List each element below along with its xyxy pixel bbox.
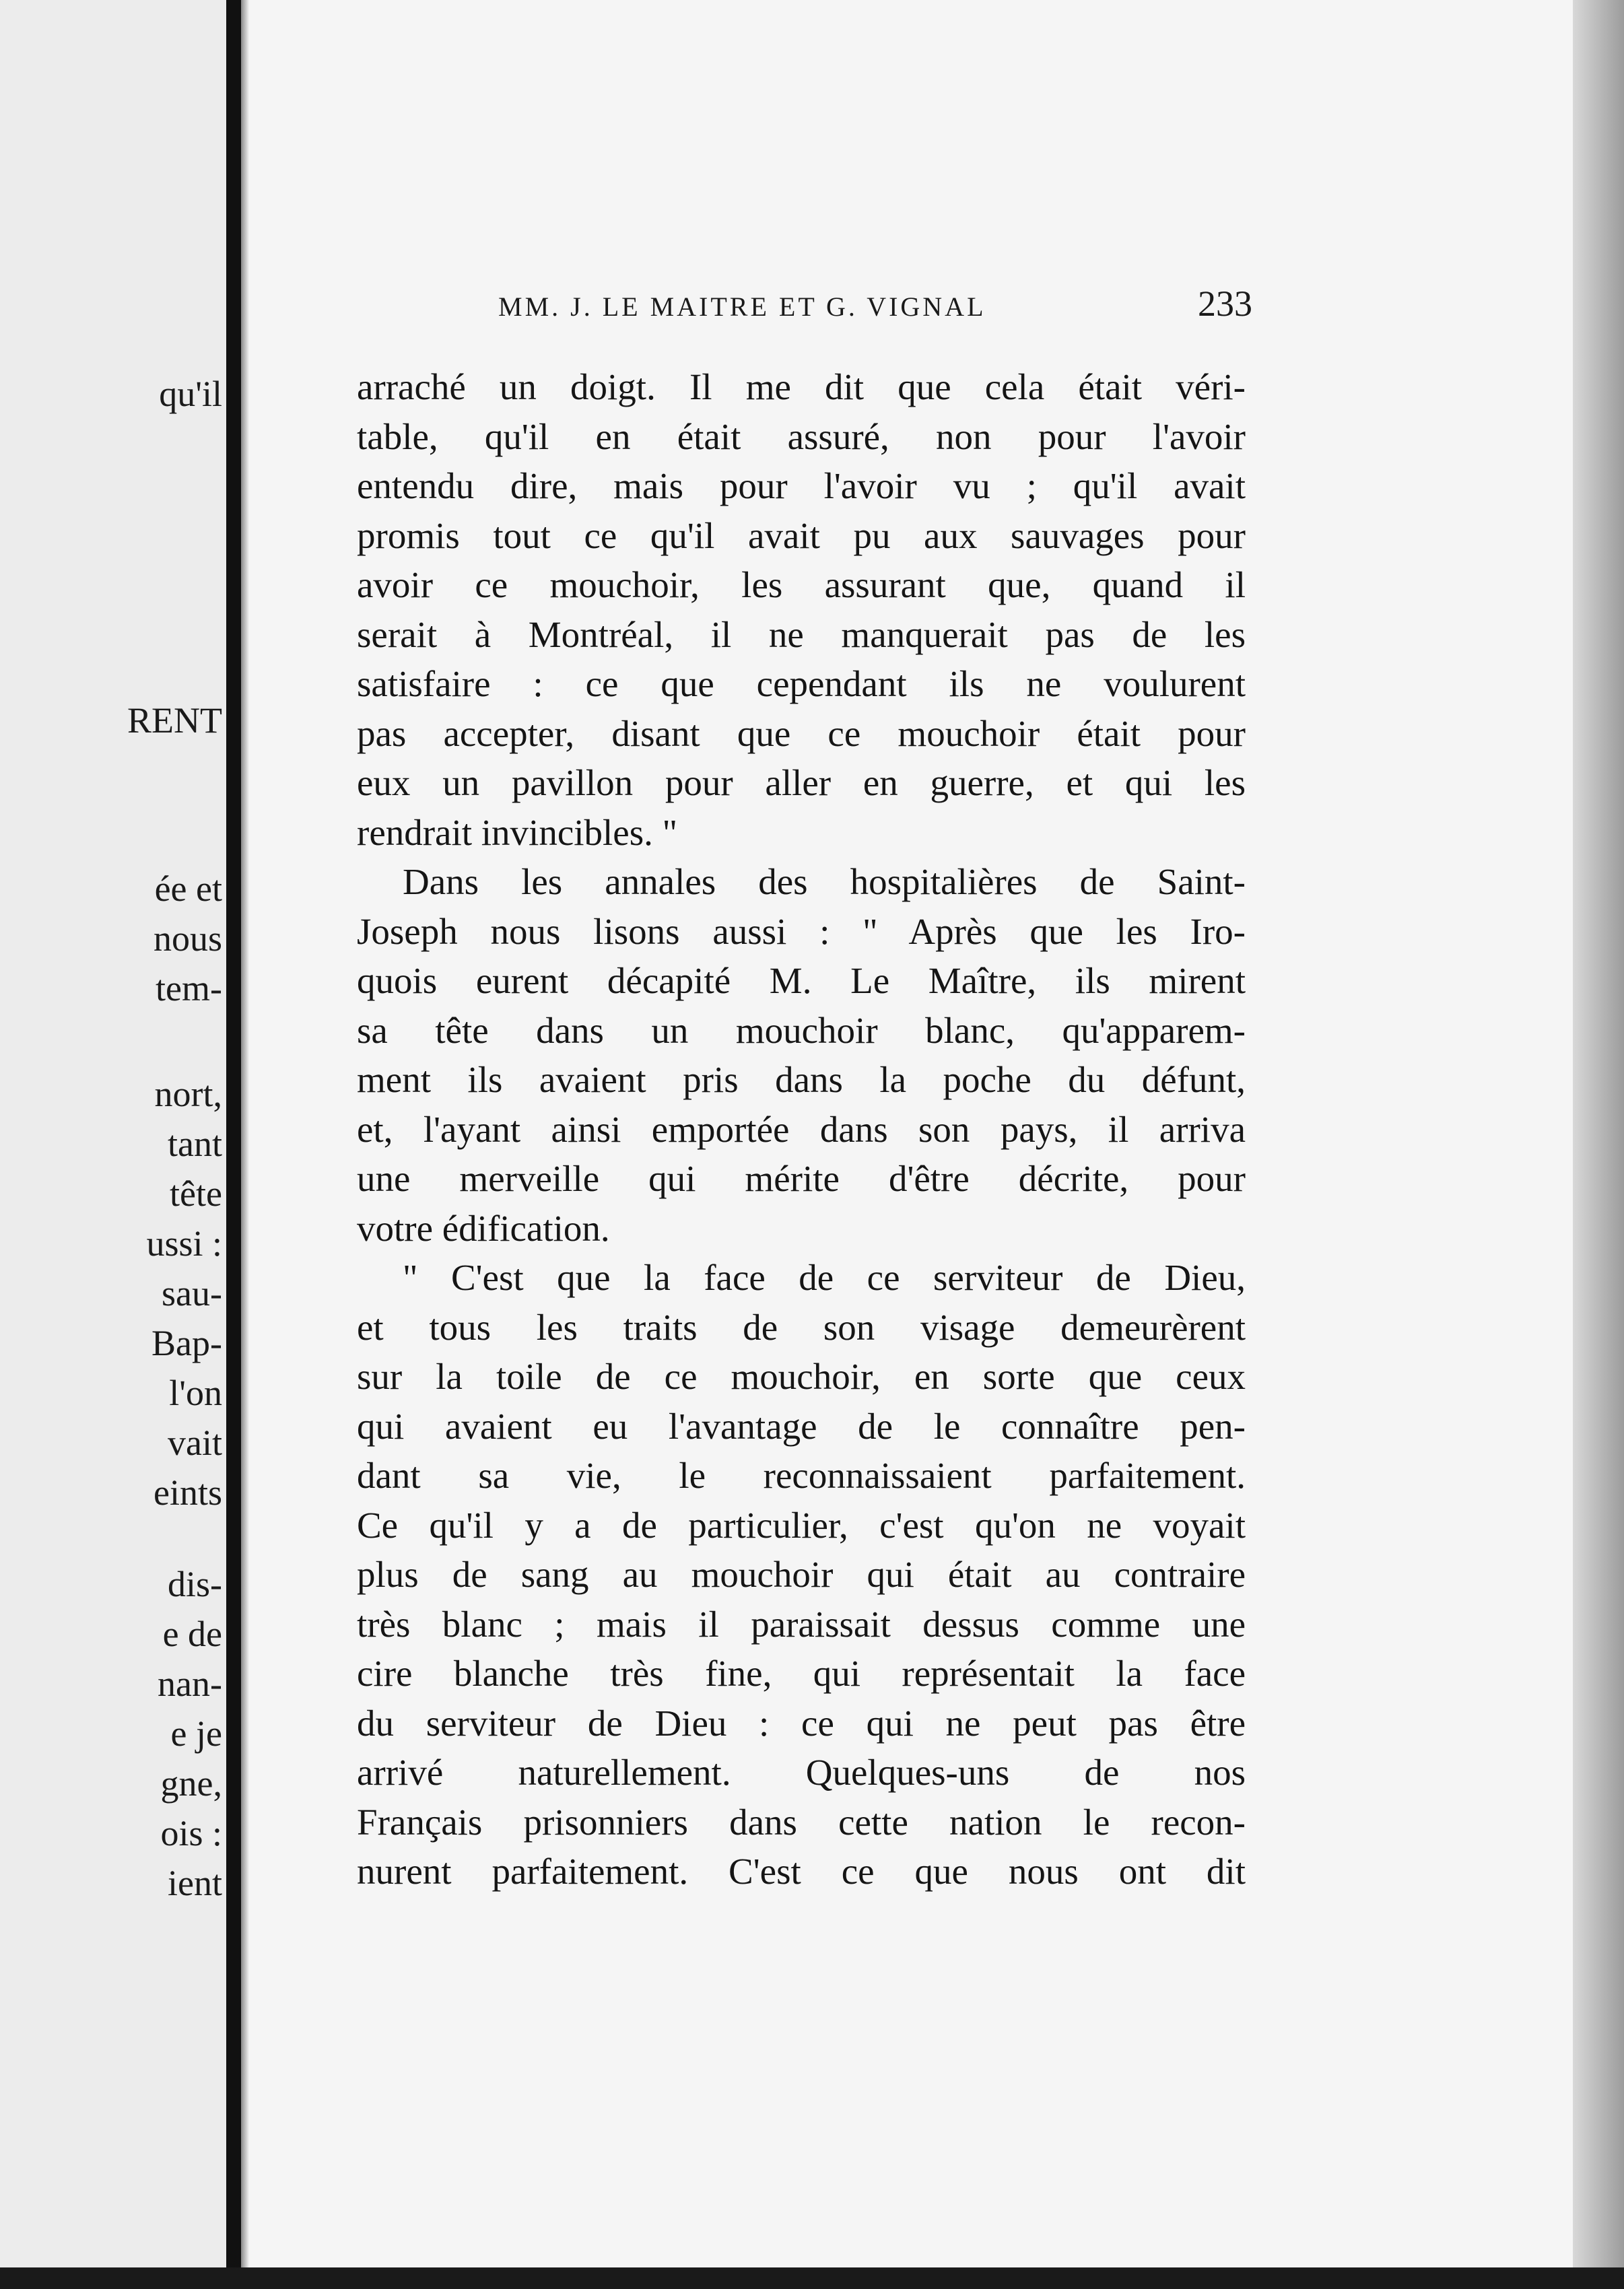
text-line: du serviteur de Dieu : ce qui ne peut pas être bbox=[357, 1702, 1246, 1744]
page-edge-stack bbox=[1573, 0, 1624, 2289]
left-page-line: tem- bbox=[156, 968, 222, 1009]
page-number: 233 bbox=[1198, 283, 1252, 324]
text-line: ment ils avaient pris dans la poche du défunt, bbox=[357, 1059, 1246, 1100]
left-page-line: nort, bbox=[154, 1074, 222, 1114]
left-page-fragment bbox=[0, 0, 226, 2289]
paragraph-end-line: votre édification. bbox=[357, 1207, 610, 1249]
running-head bbox=[498, 283, 1252, 330]
paragraph-end-line: rendrait invincibles. " bbox=[357, 811, 678, 853]
text-line: promis tout ce qu'il avait pu aux sauvages pour bbox=[357, 514, 1246, 556]
left-page-line: ussi : bbox=[146, 1223, 222, 1264]
left-page-line: dis- bbox=[168, 1564, 222, 1604]
text-line: Français prisonniers dans cette nation le recon- bbox=[357, 1801, 1246, 1843]
text-line: nurent parfaitement. C'est ce que nous ont dit bbox=[357, 1851, 1246, 1892]
left-page-line: e je bbox=[170, 1713, 222, 1754]
paragraph-start-line: " C'est que la face de ce serviteur de Dieu, bbox=[403, 1257, 1246, 1298]
text-line: arrivé naturellement. Quelques-uns de nos bbox=[357, 1752, 1246, 1793]
left-page-line: eints bbox=[154, 1472, 222, 1513]
left-page-line: l'on bbox=[169, 1373, 222, 1413]
text-line: et, l'ayant ainsi emportée dans son pays, il arriva bbox=[357, 1108, 1246, 1150]
left-page-line: ois : bbox=[160, 1813, 222, 1853]
left-page-line: ée et bbox=[154, 868, 222, 909]
text-line: cire blanche très fine, qui représentait la face bbox=[357, 1653, 1246, 1694]
running-head-title: MM. J. LE MAITRE ET G. VIGNAL bbox=[498, 292, 986, 322]
left-page-line: RENT bbox=[127, 700, 222, 741]
left-page-line: ient bbox=[168, 1863, 222, 1903]
text-line: table, qu'il en était assuré, non pour l'avoir bbox=[357, 415, 1246, 457]
text-line: plus de sang au mouchoir qui était au contraire bbox=[357, 1554, 1246, 1595]
left-page-line: nous bbox=[153, 918, 222, 959]
text-line: quois eurent décapité M. Le Maître, ils mirent bbox=[357, 960, 1246, 1001]
spine-shadow bbox=[241, 0, 249, 2289]
text-line: une merveille qui mérite d'être décrite, pour bbox=[357, 1158, 1246, 1199]
body-text bbox=[357, 362, 1246, 1897]
text-line: qui avaient eu l'avantage de le connaître pen- bbox=[357, 1405, 1246, 1447]
left-page-line: sau- bbox=[162, 1273, 222, 1313]
text-line: et tous les traits de son visage demeurèrent bbox=[357, 1306, 1246, 1348]
left-page-line: tant bbox=[168, 1124, 222, 1164]
text-line: sur la toile de ce mouchoir, en sorte que ceux bbox=[357, 1356, 1246, 1397]
text-line: entendu dire, mais pour l'avoir vu ; qu'il avait bbox=[357, 465, 1246, 506]
bottom-shadow bbox=[0, 2267, 1624, 2289]
text-line: Ce qu'il y a de particulier, c'est qu'on ne voyait bbox=[357, 1504, 1246, 1546]
text-line: satisfaire : ce que cependant ils ne voulurent bbox=[357, 663, 1246, 704]
text-line: très blanc ; mais il paraissait dessus comme une bbox=[357, 1603, 1246, 1645]
text-line: Joseph nous lisons aussi : " Après que les Iro- bbox=[357, 910, 1246, 952]
text-line: eux un pavillon pour aller en guerre, et qui les bbox=[357, 762, 1246, 803]
text-line: arraché un doigt. Il me dit que cela était véri- bbox=[357, 366, 1246, 407]
text-line: serait à Montréal, il ne manquerait pas de les bbox=[357, 613, 1246, 655]
left-page-line: vait bbox=[168, 1423, 222, 1463]
left-page-line: qu'il bbox=[159, 374, 222, 414]
left-page-line: gne, bbox=[160, 1763, 222, 1804]
book-spine bbox=[226, 0, 241, 2289]
text-line: avoir ce mouchoir, les assurant que, quand il bbox=[357, 564, 1246, 605]
text-line: dant sa vie, le reconnaissaient parfaitement. bbox=[357, 1455, 1246, 1496]
left-page-line: e de bbox=[162, 1614, 222, 1654]
paragraph-start-line: Dans les annales des hospitalières de Saint- bbox=[403, 861, 1246, 902]
left-page-line: tête bbox=[170, 1173, 222, 1214]
text-line: pas accepter, disant que ce mouchoir était pour bbox=[357, 712, 1246, 754]
text-line: sa tête dans un mouchoir blanc, qu'apparem- bbox=[357, 1009, 1246, 1051]
left-page-line: nan- bbox=[158, 1664, 222, 1704]
left-page-line: Bap- bbox=[151, 1323, 222, 1363]
